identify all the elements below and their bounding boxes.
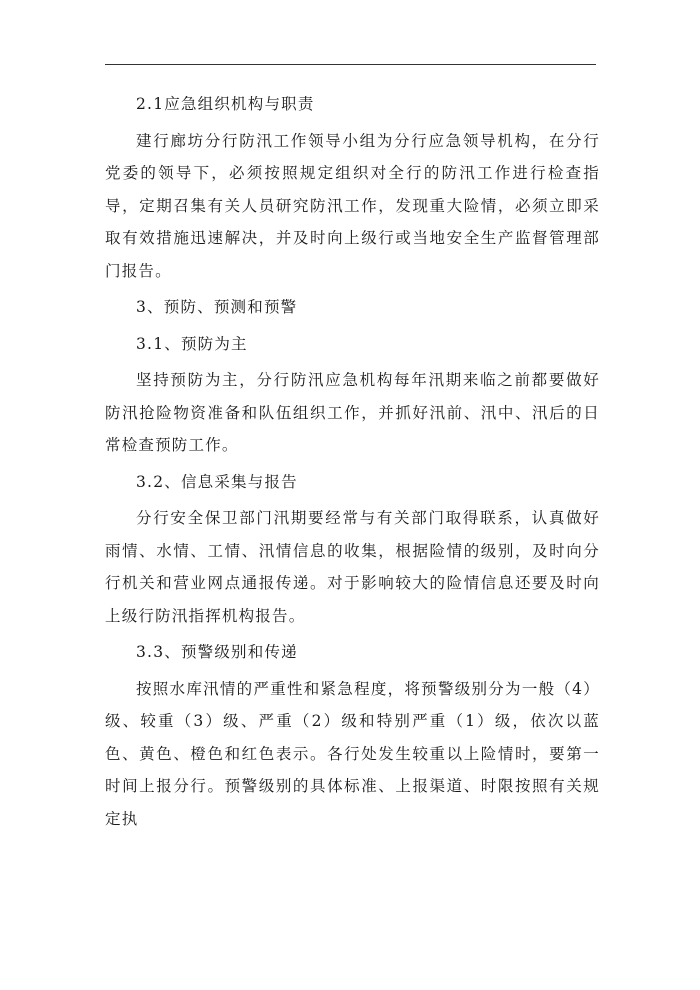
section-heading-3-1: 3.1、预防为主 <box>136 334 248 353</box>
section-heading-3-2: 3.2、信息采集与报告 <box>136 472 298 491</box>
section-paragraph-3-3: 按照水库汛情的严重性和紧急程度，将预警级别分为一般（4）级、较重（3）级、严重（2）级和特别严重（1）级，依次以蓝色、黄色、橙色和红色表示。各行处发生较重以上险情时，要第一时间上报分行。预警级别的具体标准、上报渠道、时限按照有关规定执 <box>105 679 600 828</box>
section-heading-3: 3、预防、预测和预警 <box>136 298 298 316</box>
section-paragraph-3-2: 分行安全保卫部门汛期要经常与有关部门取得联系，认真做好雨情、水情、工情、汛情信息的收集，根据险情的级别，及时向分行机关和营业网点通报传递。对于影响较大的险情信息还要及时向上级行防汛指挥机构报告。 <box>105 509 600 625</box>
section-heading-3-3: 3.3、预警级别和传递 <box>136 643 298 661</box>
section-paragraph-2-1: 建行廊坊分行防汛工作领导小组为分行应急领导机构，在分行党委的领导下，必须按照规定组织对全行的防汛工作进行检查指导，定期召集有关人员研究防汛工作，发现重大险情，必须立即采取有效措施迅速解决，并及时向上级行或当地安全生产监督管理部门报告。 <box>105 131 600 280</box>
section-paragraph-3-1: 坚持预防为主，分行防汛应急机构每年汛期来临之前都要做好防汛抢险物资准备和队伍组织工作，并抓好汛前、汛中、汛后的日常检查预防工作。 <box>105 371 600 454</box>
document-body <box>105 88 600 839</box>
section-heading-2-1: 2.1应急组织机构与职责 <box>136 95 315 113</box>
header-rule <box>105 64 596 65</box>
